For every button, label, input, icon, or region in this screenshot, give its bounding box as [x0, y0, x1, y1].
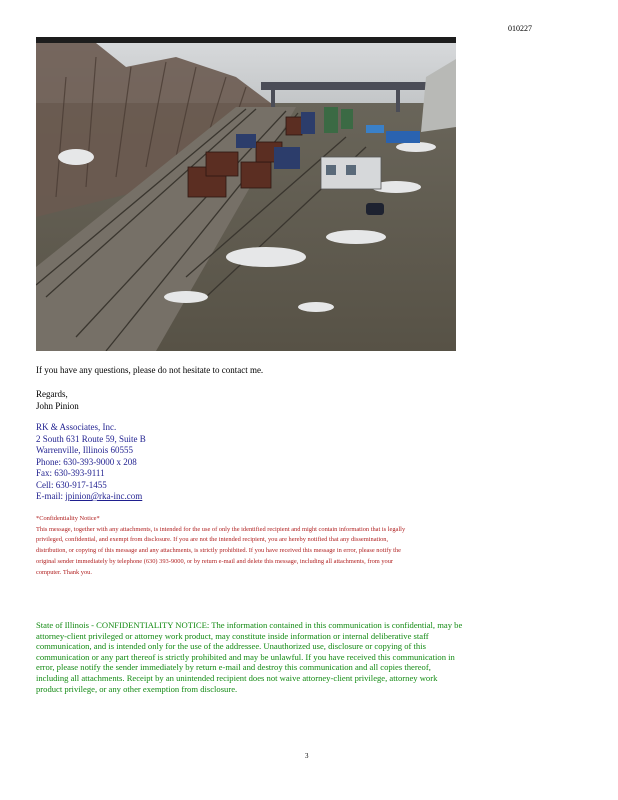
signature-cell: Cell: 630-917-1455	[36, 479, 107, 490]
illinois-notice-line: communication or any part thereof is strictly prohibited and may be unlawful. If you have received this communication in	[36, 651, 455, 662]
illinois-confidentiality-notice	[36, 620, 546, 694]
page-number: 3	[305, 752, 309, 760]
illinois-notice-line: attorney-client privileged or attorney work product, may constitute inside information or internal deliberative staff	[36, 630, 429, 641]
signature-address-line2: Warrenville, Illinois 60555	[36, 445, 134, 455]
closing-regards: Regards,	[36, 389, 68, 399]
confidentiality-line: original sender immediately by telephone (630) 393-9000, or by return e-mail and delete this message, including all attachments, from your	[36, 557, 394, 565]
signature-block	[36, 422, 146, 503]
illinois-notice-line: State of Illinois - CONFIDENTIALITY NOTICE: The information contained in this communication is confidential, may be	[36, 620, 463, 630]
confidentiality-notice	[36, 514, 486, 578]
signature-email-row	[36, 491, 146, 503]
illinois-notice-line: error, please notify the sender immediately by return e-mail and destroy this communication and all copies thereof,	[36, 662, 431, 673]
signature-phone: Phone: 630-393-9000 x 208	[36, 456, 137, 467]
document-id: 010227	[508, 24, 532, 33]
illinois-notice-line: communication, and is intended only for the use of the addressee. Unauthorized use, disclosure or copying of this	[36, 641, 426, 652]
confidentiality-line: computer. Thank you.	[36, 568, 92, 576]
confidentiality-line: This message, together with any attachments, is intended for the use of only the identified recipient and might contain information that is legally	[36, 525, 406, 533]
confidentiality-line: privileged, confidential, and exempt from disclosure. If you are not the intended recipient, you are hereby notified that any dissemination,	[36, 536, 389, 544]
illinois-notice-line: product privilege, or any other exemption from disclosure.	[36, 683, 238, 694]
signature-company: RK & Associates, Inc.	[36, 422, 117, 432]
illinois-notice-line: including all attachments. Receipt by an unintended recipient does not waive attorney-client privilege, attorney work	[36, 672, 438, 683]
rail-yard-photo	[36, 37, 456, 351]
closing-block	[36, 388, 79, 412]
signature-address-line1: 2 South 631 Route 59, Suite B	[36, 433, 146, 444]
intro-text: If you have any questions, please do not hesitate to contact me.	[36, 365, 264, 375]
sender-name: John Pinion	[36, 401, 79, 411]
signature-fax: Fax: 630-393-9111	[36, 468, 105, 478]
confidentiality-heading: *Confidentiality Notice*	[36, 515, 100, 522]
signature-email-label: E-mail:	[36, 491, 63, 501]
signature-email-link[interactable]: jpinion@rka-inc.com	[65, 491, 143, 501]
confidentiality-line: distribution, or copying of this message and any attachments, is strictly prohibited. If you have received this message in error, please notify the	[36, 547, 401, 555]
